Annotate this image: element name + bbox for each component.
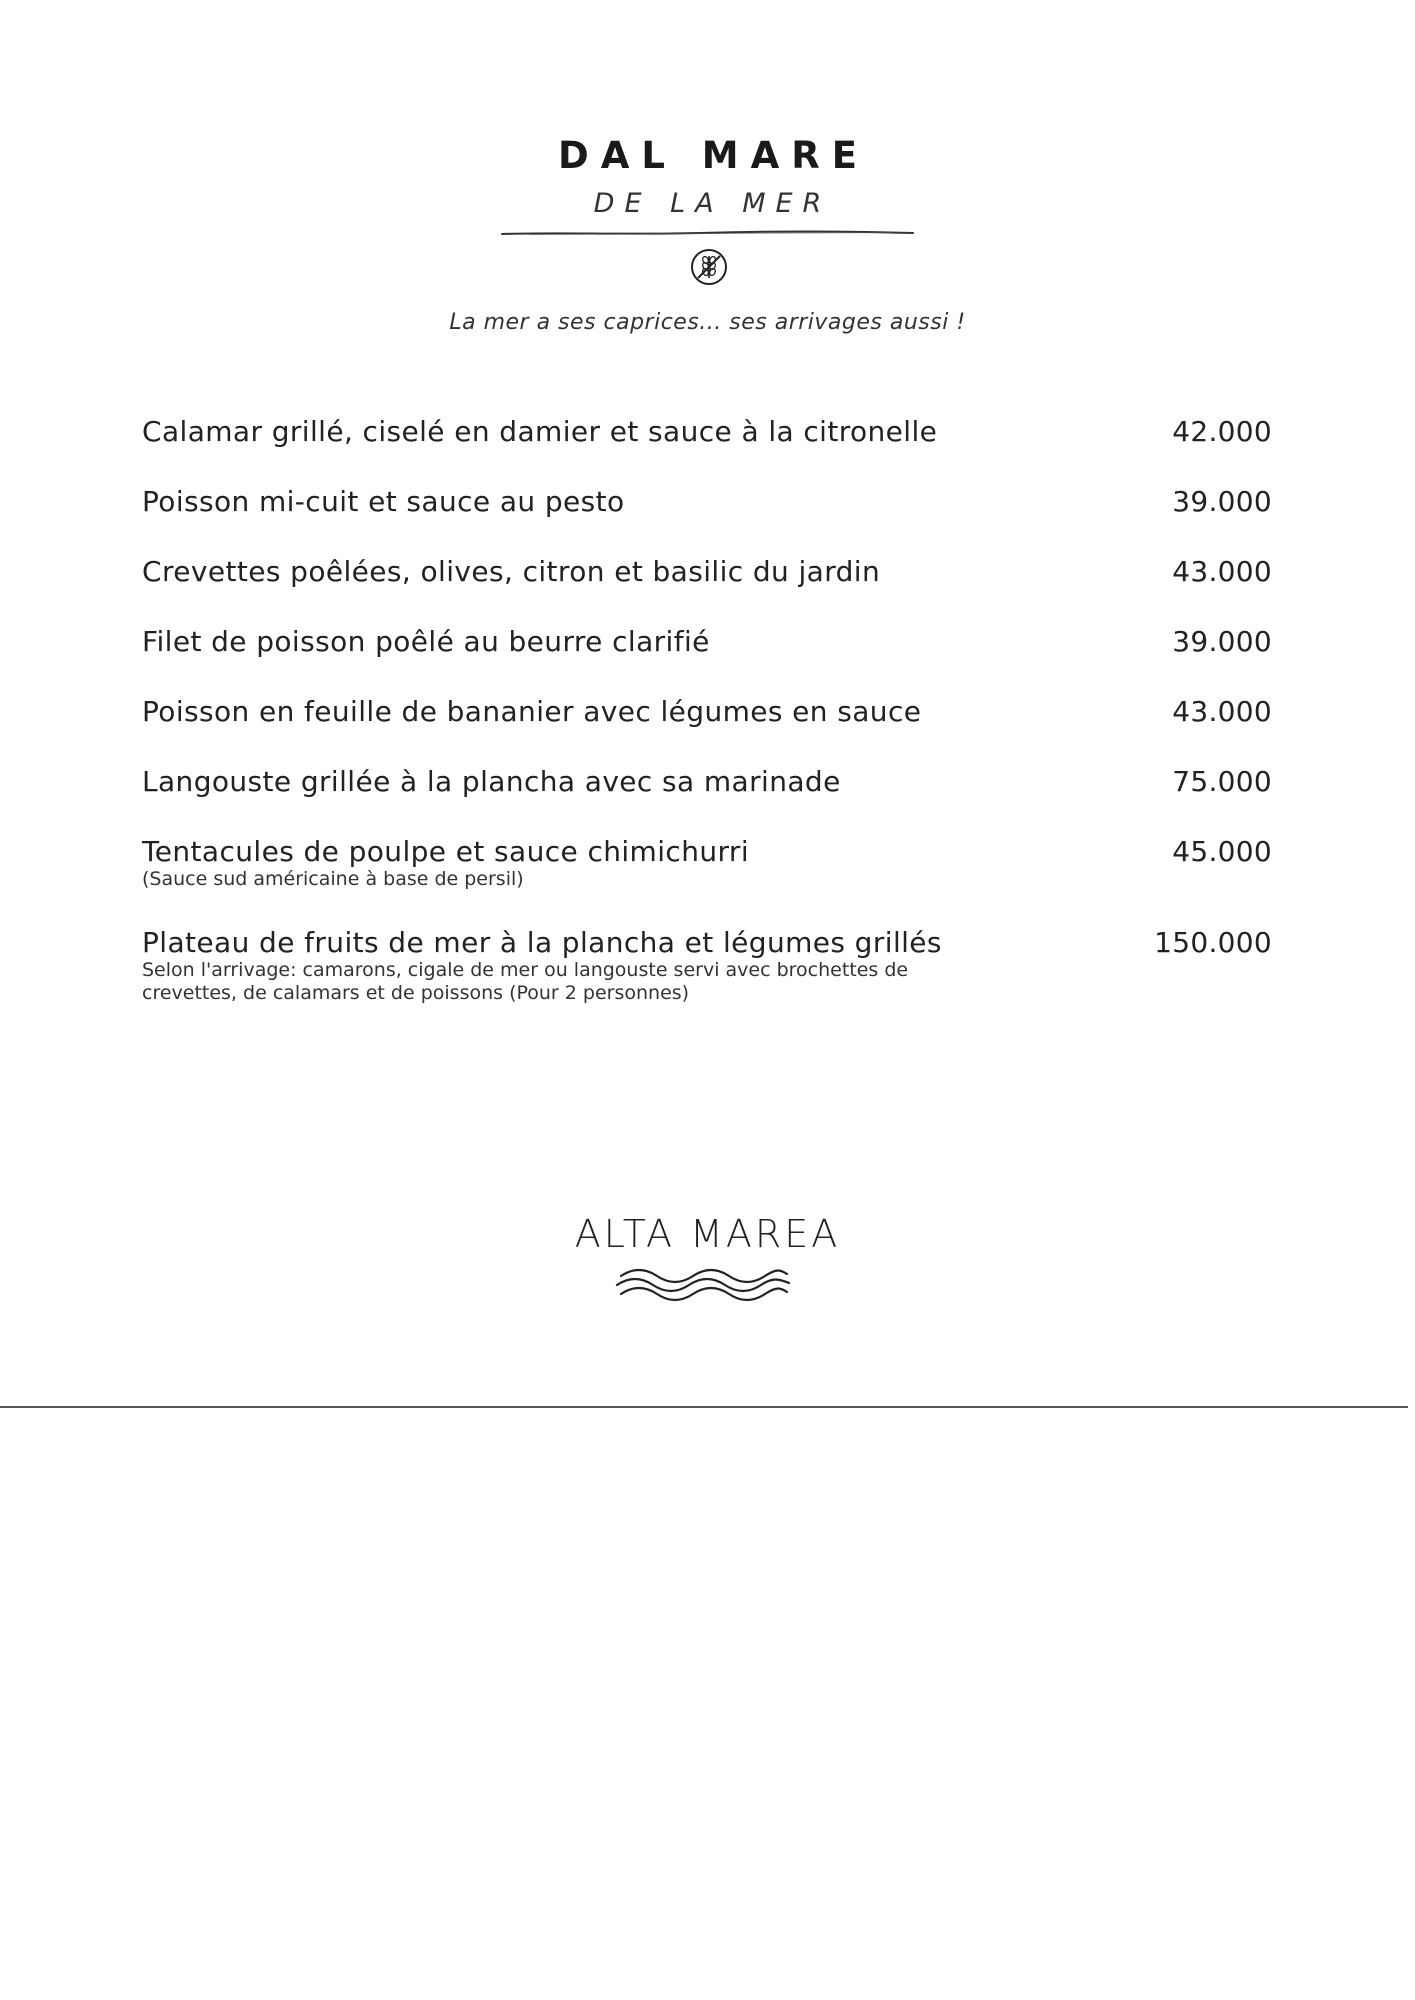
brush-stroke-divider bbox=[500, 228, 915, 238]
menu-item-price: 43.000 bbox=[1172, 555, 1272, 588]
menu-item bbox=[142, 548, 1272, 596]
menu-item bbox=[142, 919, 1272, 1005]
menu-item-name: Langouste grillée à la plancha avec sa marinade bbox=[142, 765, 841, 798]
menu-item-name: Plateau de fruits de mer à la plancha et légumes grillés bbox=[142, 926, 942, 959]
section-title: DAL MARE bbox=[557, 134, 870, 177]
waves-icon bbox=[613, 1266, 793, 1304]
menu-item-price: 39.000 bbox=[1172, 485, 1272, 518]
menu-item-price: 150.000 bbox=[1154, 926, 1272, 959]
menu-item bbox=[142, 478, 1272, 526]
menu-list bbox=[142, 408, 1272, 1027]
menu-item-name: Calamar grillé, ciselé en damier et sauce à la citronelle bbox=[142, 415, 938, 448]
menu-item-price: 45.000 bbox=[1172, 835, 1272, 868]
menu-item-description: (Sauce sud américaine à base de persil) bbox=[142, 868, 524, 890]
menu-item bbox=[142, 688, 1272, 736]
menu-item-price: 42.000 bbox=[1172, 415, 1272, 448]
menu-item-name: Poisson mi-cuit et sauce au pesto bbox=[142, 485, 625, 518]
menu-item bbox=[142, 618, 1272, 666]
menu-item-price: 39.000 bbox=[1172, 625, 1272, 658]
page-divider bbox=[0, 1406, 1408, 1408]
menu-item-name: Crevettes poêlées, olives, citron et basilic du jardin bbox=[142, 555, 881, 588]
gluten-free-icon bbox=[689, 247, 729, 287]
menu-item-description: Selon l'arrivage: camarons, cigale de mer ou langouste servi avec brochettes de crevettes, de calamars et de poissons (Pour 2 personnes) bbox=[142, 959, 909, 1004]
menu-item-price: 75.000 bbox=[1172, 765, 1272, 798]
section-tagline: La mer a ses caprices... ses arrivages aussi ! bbox=[449, 310, 966, 335]
menu-item bbox=[142, 408, 1272, 456]
menu-item bbox=[142, 828, 1272, 891]
menu-item-name: Filet de poisson poêlé au beurre clarifié bbox=[142, 625, 710, 658]
menu-item-price: 43.000 bbox=[1172, 695, 1272, 728]
menu-item-name: Tentacules de poulpe et sauce chimichurri bbox=[142, 835, 750, 868]
brand-name: ALTA MAREA bbox=[574, 1212, 841, 1256]
section-subtitle: DE LA MER bbox=[593, 188, 832, 219]
menu-item-name: Poisson en feuille de bananier avec légumes en sauce bbox=[142, 695, 922, 728]
menu-item bbox=[142, 758, 1272, 806]
